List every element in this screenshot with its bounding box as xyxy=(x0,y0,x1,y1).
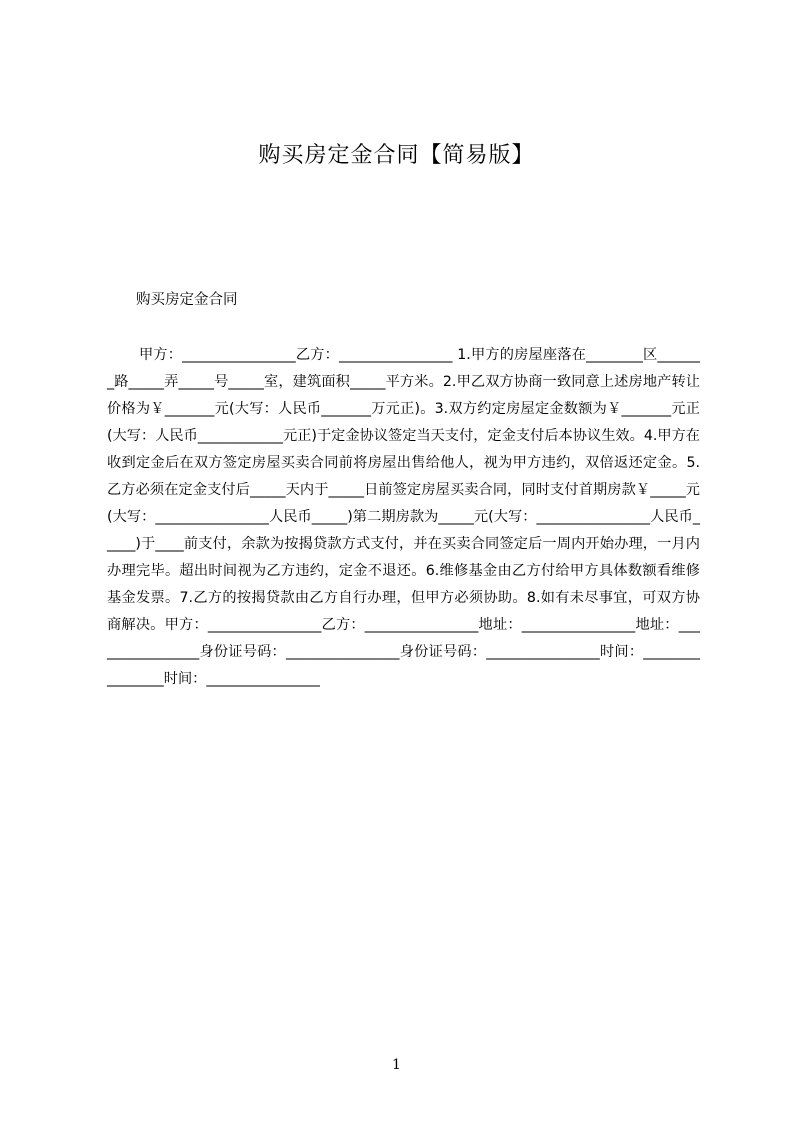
document-title: 购买房定金合同【简易版】 xyxy=(258,143,535,168)
page-number: 1 xyxy=(392,1057,401,1073)
contract-subtitle: 购买房定金合同 xyxy=(136,292,238,308)
contract-body: 甲方：________________乙方：________________ 1.甲方的房屋座落在________区_______路_____弄_____号_____室，建筑面积_____平方米。2.甲乙双方协商一致同意上述房地产转让价格为￥_______元(大写：人民币_______万元正)。3.双方约定房屋定金数额为￥_______元正(大写：人民币____________元正)于定金协议签定当天支付，定金支付后本协议生效。4.甲方在收到定金后在双方签定房屋买卖合同前将房屋出售给他人，视为甲方违约，双倍返还定金。5.乙方必须在定金支付后_____天内于_____日前签定房屋买卖合同，同时支付首期房款￥_____元(大写：________________人民币_____)第二期房款为_____元(大写：________________人民币_____)于____前支付，余款为按揭贷款方式支付，并在买卖合同签定后一周内开始办理，一月内办理完毕。超出时间视为乙方违约，定金不退还。6.维修基金由乙方付给甲方具体数额看维修基金发票。7.乙方的按揭贷款由乙方自行办理，但甲方必须协助。8.如有未尽事宜，可双方协商解决。甲方：________________乙方：________________地址：________________地址：________________身份证号码：________________身份证号码：________________时间：________________时间：________________ xyxy=(107,347,700,687)
